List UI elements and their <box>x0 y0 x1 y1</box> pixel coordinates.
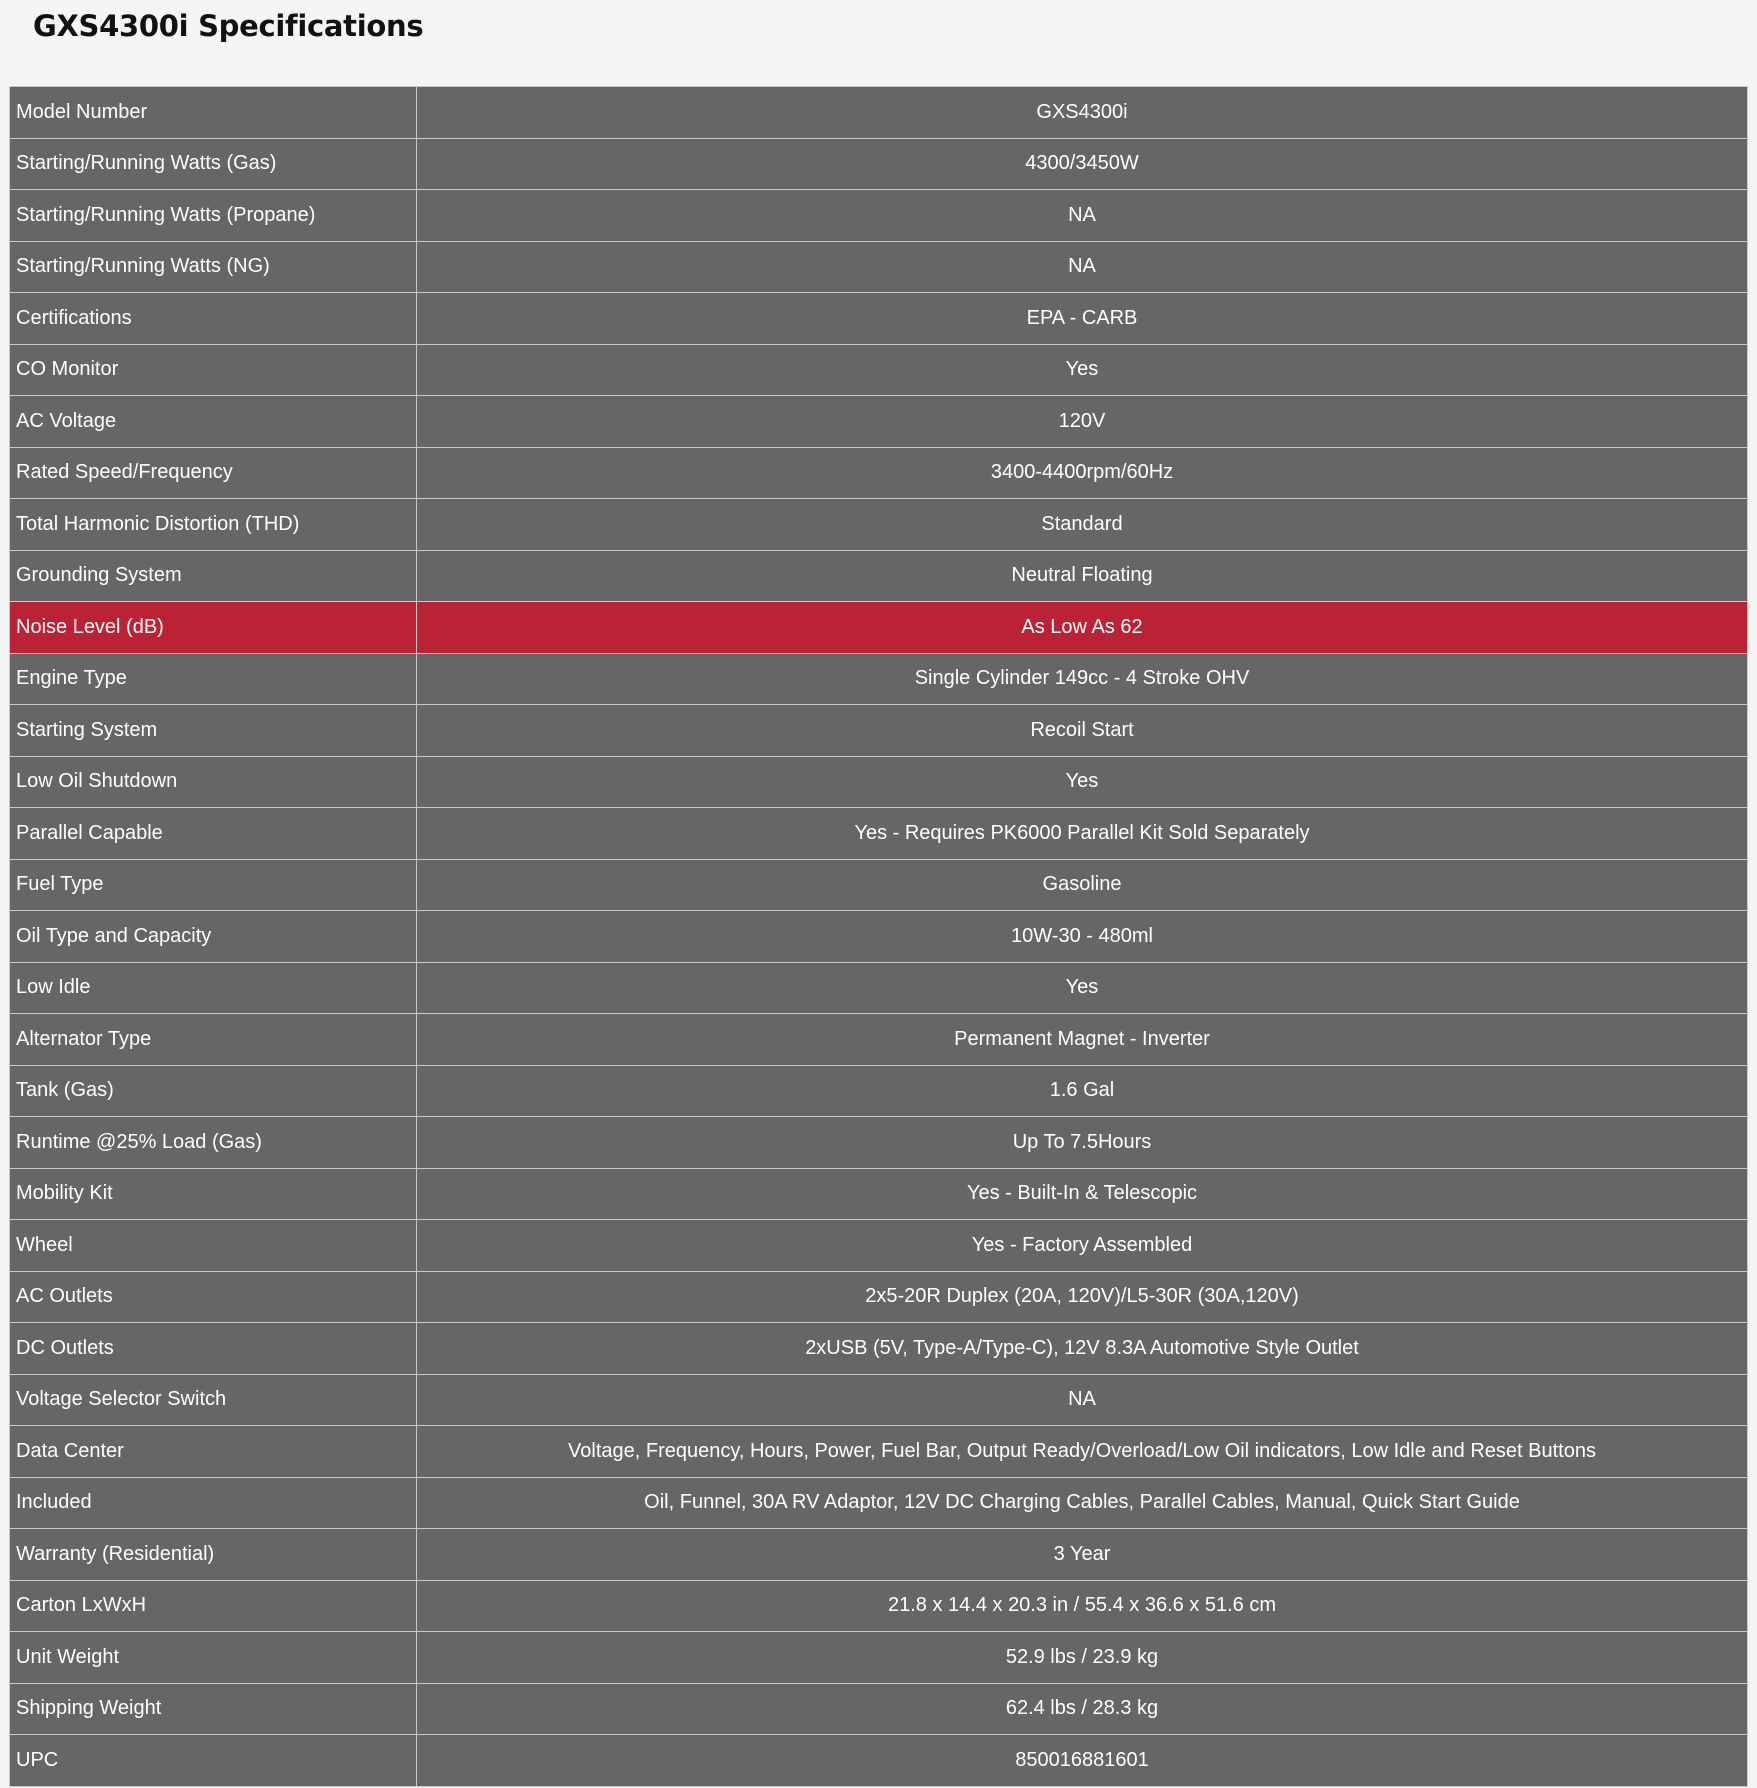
spec-row <box>10 1271 1748 1323</box>
spec-label: Alternator Type <box>10 1014 417 1066</box>
spec-row <box>10 344 1748 396</box>
spec-value: 850016881601 <box>417 1735 1748 1787</box>
spec-label: Certifications <box>10 293 417 345</box>
spec-label: Shipping Weight <box>10 1683 417 1735</box>
spec-label: AC Voltage <box>10 396 417 448</box>
spec-value: 4300/3450W <box>417 138 1748 190</box>
spec-value: Oil, Funnel, 30A RV Adaptor, 12V DC Charging Cables, Parallel Cables, Manual, Quick Start Guide <box>417 1477 1748 1529</box>
spec-row <box>10 1477 1748 1529</box>
spec-value: 52.9 lbs / 23.9 kg <box>417 1632 1748 1684</box>
spec-label: Data Center <box>10 1426 417 1478</box>
spec-value: 21.8 x 14.4 x 20.3 in / 55.4 x 36.6 x 51.6 cm <box>417 1580 1748 1632</box>
spec-value: Yes - Built-In & Telescopic <box>417 1168 1748 1220</box>
spec-row <box>10 1117 1748 1169</box>
spec-row <box>10 1168 1748 1220</box>
spec-value: 2xUSB (5V, Type-A/Type-C), 12V 8.3A Automotive Style Outlet <box>417 1323 1748 1375</box>
spec-value: Yes <box>417 344 1748 396</box>
spec-value: 2x5-20R Duplex (20A, 120V)/L5-30R (30A,120V) <box>417 1271 1748 1323</box>
spec-label: Oil Type and Capacity <box>10 911 417 963</box>
spec-value: EPA - CARB <box>417 293 1748 345</box>
spec-label: Included <box>10 1477 417 1529</box>
spec-label: Parallel Capable <box>10 808 417 860</box>
spec-value: Up To 7.5Hours <box>417 1117 1748 1169</box>
spec-row <box>10 499 1748 551</box>
spec-row <box>10 241 1748 293</box>
spec-label: Carton LxWxH <box>10 1580 417 1632</box>
spec-row <box>10 1323 1748 1375</box>
spec-value: As Low As 62 <box>417 602 1748 654</box>
spec-label: Wheel <box>10 1220 417 1272</box>
spec-value: 62.4 lbs / 28.3 kg <box>417 1683 1748 1735</box>
spec-label: Rated Speed/Frequency <box>10 447 417 499</box>
spec-label: Mobility Kit <box>10 1168 417 1220</box>
spec-value: Single Cylinder 149cc - 4 Stroke OHV <box>417 653 1748 705</box>
spec-row <box>10 1426 1748 1478</box>
spec-value: Recoil Start <box>417 705 1748 757</box>
spec-row <box>10 293 1748 345</box>
spec-label: Starting/Running Watts (Gas) <box>10 138 417 190</box>
spec-row <box>10 87 1748 139</box>
spec-label: Starting/Running Watts (NG) <box>10 241 417 293</box>
spec-value: Permanent Magnet - Inverter <box>417 1014 1748 1066</box>
spec-label: Model Number <box>10 87 417 139</box>
spec-row <box>10 1014 1748 1066</box>
spec-label: Runtime @25% Load (Gas) <box>10 1117 417 1169</box>
spec-row <box>10 1580 1748 1632</box>
spec-row <box>10 447 1748 499</box>
spec-value: 3 Year <box>417 1529 1748 1581</box>
spec-label: Unit Weight <box>10 1632 417 1684</box>
spec-label: Warranty (Residential) <box>10 1529 417 1581</box>
spec-row <box>10 138 1748 190</box>
spec-row <box>10 396 1748 448</box>
spec-label: AC Outlets <box>10 1271 417 1323</box>
spec-value: 10W-30 - 480ml <box>417 911 1748 963</box>
spec-row <box>10 1632 1748 1684</box>
spec-label: Tank (Gas) <box>10 1065 417 1117</box>
spec-value: Yes <box>417 756 1748 808</box>
specifications-table <box>9 86 1748 1787</box>
spec-value: 1.6 Gal <box>417 1065 1748 1117</box>
spec-row <box>10 1220 1748 1272</box>
spec-row <box>10 190 1748 242</box>
spec-label: Engine Type <box>10 653 417 705</box>
spec-label: Fuel Type <box>10 859 417 911</box>
spec-value: Yes - Factory Assembled <box>417 1220 1748 1272</box>
spec-label: Noise Level (dB) <box>10 602 417 654</box>
spec-row <box>10 602 1748 654</box>
spec-value: 120V <box>417 396 1748 448</box>
spec-row <box>10 1735 1748 1787</box>
spec-row <box>10 962 1748 1014</box>
spec-value: NA <box>417 241 1748 293</box>
spec-value: NA <box>417 190 1748 242</box>
spec-label: UPC <box>10 1735 417 1787</box>
spec-label: Voltage Selector Switch <box>10 1374 417 1426</box>
spec-value: Yes - Requires PK6000 Parallel Kit Sold Separately <box>417 808 1748 860</box>
spec-row <box>10 1374 1748 1426</box>
spec-row <box>10 705 1748 757</box>
spec-label: Total Harmonic Distortion (THD) <box>10 499 417 551</box>
spec-value: GXS4300i <box>417 87 1748 139</box>
spec-value: Voltage, Frequency, Hours, Power, Fuel Bar, Output Ready/Overload/Low Oil indicators, Low Idle and Reset Buttons <box>417 1426 1748 1478</box>
spec-value: 3400-4400rpm/60Hz <box>417 447 1748 499</box>
spec-row <box>10 808 1748 860</box>
spec-row <box>10 550 1748 602</box>
spec-value: Gasoline <box>417 859 1748 911</box>
spec-label: CO Monitor <box>10 344 417 396</box>
spec-row <box>10 1529 1748 1581</box>
spec-label: Grounding System <box>10 550 417 602</box>
spec-value: Yes <box>417 962 1748 1014</box>
specifications-table-body <box>10 87 1748 1787</box>
spec-label: Starting System <box>10 705 417 757</box>
spec-row <box>10 653 1748 705</box>
spec-row <box>10 1683 1748 1735</box>
spec-value: Neutral Floating <box>417 550 1748 602</box>
spec-value: NA <box>417 1374 1748 1426</box>
spec-label: DC Outlets <box>10 1323 417 1375</box>
spec-row <box>10 1065 1748 1117</box>
spec-row <box>10 859 1748 911</box>
spec-label: Low Oil Shutdown <box>10 756 417 808</box>
spec-label: Starting/Running Watts (Propane) <box>10 190 417 242</box>
spec-label: Low Idle <box>10 962 417 1014</box>
spec-value: Standard <box>417 499 1748 551</box>
spec-row <box>10 911 1748 963</box>
page-title: GXS4300i Specifications <box>33 9 424 43</box>
spec-row <box>10 756 1748 808</box>
